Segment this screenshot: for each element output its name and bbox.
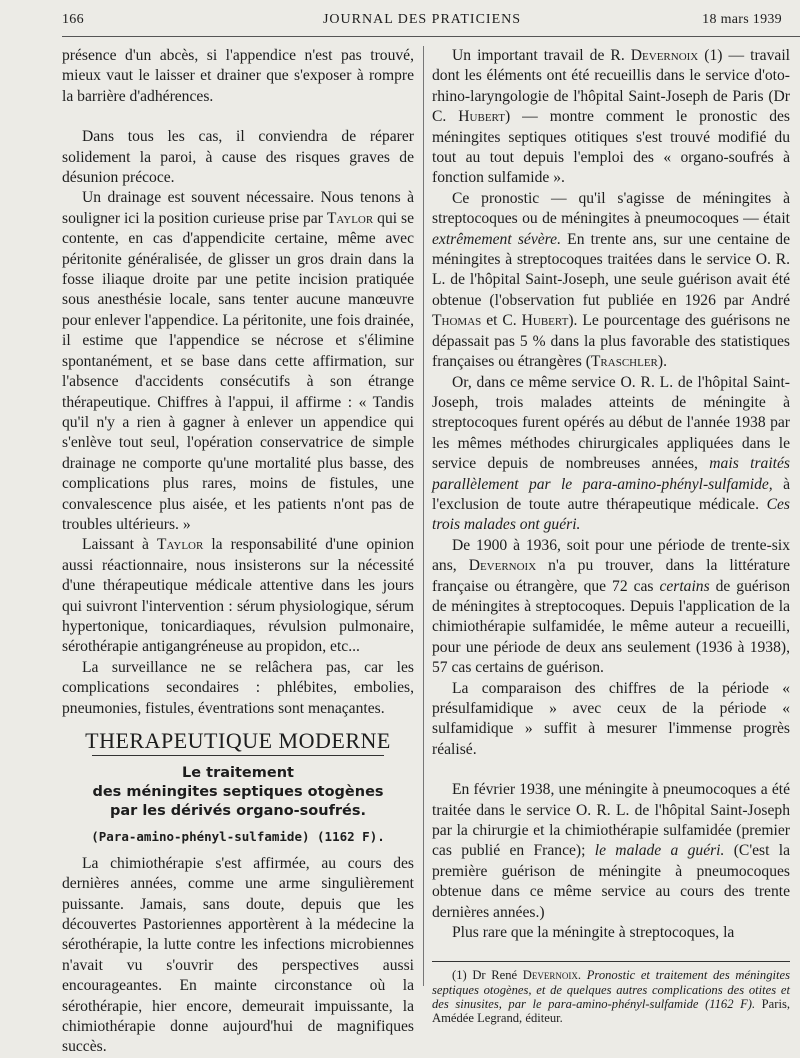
article-subtitle: (Para-amino-phényl-sulfamide) (1162 F).: [91, 829, 385, 845]
header-rule: [62, 36, 800, 37]
issue-date: 18 mars 1939: [702, 12, 782, 27]
footnote: (1) Dr René Devernoix. Pronostic et traitement des méningites septiques otogènes, et de quelques autres complications des otites et des sinusites, par le para-amino-phényl-sulfamide (1162 F). Paris, Amédée Legrand, éditeur.: [432, 968, 790, 1026]
paragraph: Plus rare que la méningite à streptocoques, la: [452, 924, 735, 942]
author-name: Taylor: [326, 209, 374, 227]
paragraph: Dans tous les cas, il conviendra de réparer solidement la paroi, à cause des risques graves de désunion précoce.: [62, 128, 414, 187]
paragraph: La comparaison des chiffres de la période « présulfamidique » avec ceux de la période « sulfamidique » suffit à mesurer l'immense progrès réalisé.: [432, 679, 790, 758]
journal-title: JOURNAL DES PRATICIENS: [322, 12, 522, 27]
article-title: Le traitement des méningites septiques otogènes par les dérivés organo-soufrés.: [92, 765, 384, 820]
left-column: [62, 46, 414, 1058]
footnote-rule: [432, 961, 790, 962]
author-name: Taylor: [156, 536, 204, 554]
page-number: 166: [62, 12, 84, 27]
paragraph: De 1900 à 1936, soit pour une période de trente-six ans, Devernoix n'a pu trouver, dans la littérature française ou étrangère, que 72 cas certains de guérison de méningites à streptocoques. Depuis l'application de la chimiothérapie sulfamidée, le même auteur a recueilli, pour une période de deux ans seulement (1936 à 1938), 57 cas certains de guérison.: [432, 536, 790, 677]
column-separator: [423, 46, 424, 986]
running-header: [62, 12, 782, 32]
paragraph: Ce pronostic — qu'il s'agisse de méningites à streptocoques ou de méningites à pneumocoques — était extrêmement sévère. En trente ans, sur une centaine de méningites à streptocoques traitées dans le service O. R. L. de l'hôpital Saint-Joseph, une seule guérison avait été obtenue (l'observation fut publiée en 1926 par André Thomas et C. Hubert). Le pourcentage des guérisons ne dépassait pas 5 % dans la plus favorable des statistiques françaises ou étrangères (Traschler).: [432, 189, 790, 371]
section-title: THERAPEUTIQUE MODERNE: [85, 728, 391, 753]
paragraph: Un drainage est souvent nécessaire. Nous tenons à souligner ici la position curieuse prise par Taylor qui se contente, en cas d'appendicite certaine, même avec péritonite généralisée, de glisser un gros drain dans la fosse iliaque droite par une petite incision pratiquée sous anesthésie locale, sans tenter aucune manœuvre pour enlever l'appendice. La péritonite, une fois drainée, il estime que l'appendice se nécrose et s'élimine spontanément, et se base dans cette affirmation, sur l'absence d'accidents consécutifs à son étrange thérapeutique. Chiffres à l'appui, il affirme : « Tandis qu'il n'y a rien à gagner à enlever un appendice qui s'enlève tout seul, l'opération conservatrice de simple drainage ne comporte qu'une mortalité plus basse, des complications plus rares, moins de fistules, une convalescence plus aisée, et les patients n'ont pas de troubles ultérieurs. »: [62, 189, 414, 533]
paragraph: La chimiothérapie s'est affirmée, au cours des dernières années, comme une arme singulièrement puissante. Jamais, sans doute, depuis que les découvertes Pastoriennes apportèrent à la médecine la sérothérapie, la lutte contre les infections microbiennes n'avait vu s'ouvrir des perspectives aussi encourageantes. En mainte circonstance où la sérothérapie, hier encore, demeurait impuissante, la chimiothérapie donne aujourd'hui de magnifiques succès.: [62, 854, 414, 1056]
right-column: [432, 46, 790, 1025]
paragraph: Or, dans ce même service O. R. L. de l'hôpital Saint-Joseph, trois malades atteints de méningite à streptocoques furent opérés au début de l'année 1938 par les mêmes méthodes chirurgicales appliquées dans le service depuis de nombreuses années, mais traités parallèlement par le para-amino-phényl-sulfamide, à l'exclusion de toute autre thérapeutique médicale. Ces trois malades ont guéri.: [432, 373, 790, 534]
paragraph: En février 1938, une méningite à pneumocoques a été traitée dans le service O. R. L. de l'hôpital Saint-Joseph par la chirurgie et la chimiothérapie sulfamidée (premier cas publié en France); le malade a guéri. (C'est la première guérison de méningite à pneumocoques obtenue dans ce même service au cours des trente dernières années.): [432, 781, 790, 921]
paragraph: présence d'un abcès, si l'appendice n'est pas trouvé, mieux vaut le laisser et drainer que s'exposer à rompre la barrière d'adhérences.: [62, 47, 414, 105]
section-rule: [92, 755, 384, 756]
paragraph: Un important travail de R. Devernoix (1) — travail dont les éléments ont été recueillis dans le service d'oto-rhino-laryngologie de l'hôpital Saint-Joseph de Paris (Dr C. Hubert) — montre comment le pronostic des méningites septiques otitiques s'est trouvé modifié du tout au tout depuis l'emploi des « organo-soufrés à fonction sulfamide ».: [432, 47, 790, 187]
paragraph: Laissant à Taylor la responsabilité d'une opinion aussi réactionnaire, nous insisterons sur la nécessité d'une thérapeutique médicale attentive dans les jours qui suivront l'intervention : sérum physiologique, sérum hypertonique, tonicardiaques, révulsion pulmonaire, sérothérapie antigangréneuse au propidon, etc...: [62, 536, 415, 656]
paragraph: La surveillance ne se relâchera pas, car les complications secondaires : phlébites, embolies, pneumonies, fistules, éventrations sont menaçantes.: [62, 658, 414, 717]
